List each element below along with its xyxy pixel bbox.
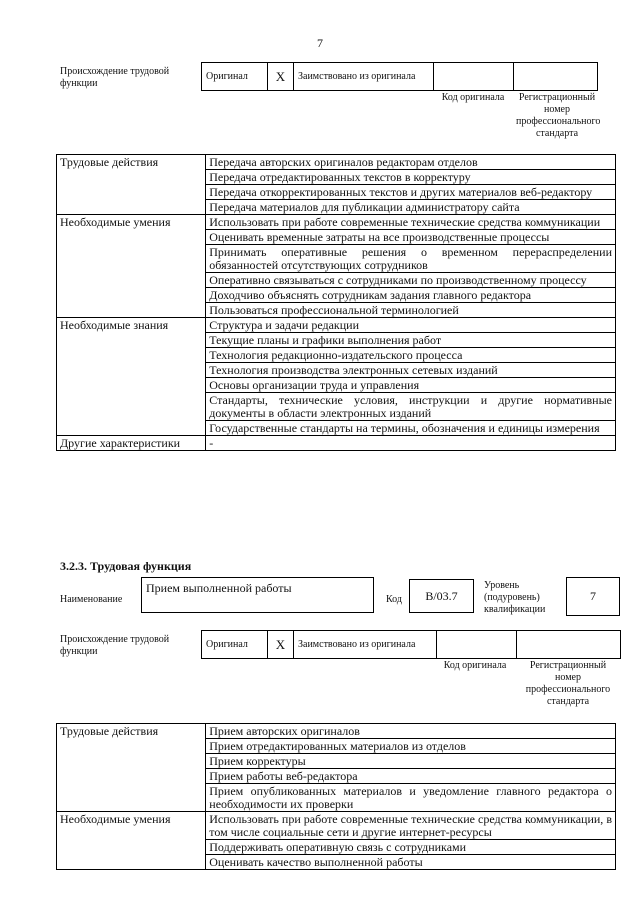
required-skill-item: Доходчиво объяснять сотрудникам задания главного редактора <box>206 288 616 303</box>
origin-code-cell-2 <box>437 631 517 658</box>
required-skill-item: Пользоваться профессиональной терминологией <box>206 303 616 318</box>
required-skill-item: Оперативно связываться с сотрудниками по производственному процессу <box>206 273 616 288</box>
labor-action-item: Передача откорректированных текстов и других материалов веб-редактору <box>206 185 616 200</box>
other-characteristics-value: - <box>206 436 616 451</box>
required-skill-2-item: Оценивать качество выполненной работы <box>206 855 616 870</box>
labor-action-2-item: Прием авторских оригиналов <box>206 724 616 739</box>
work-function-table-2 <box>56 723 616 870</box>
required-knowledge-item: Технология производства электронных сетевых изданий <box>206 363 616 378</box>
origin-mark: X <box>268 63 294 90</box>
required-knowledge-item: Технология редакционно-издательского процесса <box>206 348 616 363</box>
required-skill-item: Оценивать временные затраты на все производственные процессы <box>206 230 616 245</box>
name-label: Наименование <box>60 594 123 605</box>
required-skill-2-item: Использовать при работе современные технические средства коммуникации, в том числе социальные сети и другие интернет-ресурсы <box>206 812 616 840</box>
other-characteristics-head: Другие характеристики <box>57 436 206 451</box>
origin-label-2: Происхождение трудовой функции <box>60 634 170 657</box>
labor-action-2-item: Прием работы веб-редактора <box>206 769 616 784</box>
required-skill-2-head: Необходимые умения <box>57 812 206 870</box>
origin-original-cell: Оригинал <box>202 63 268 90</box>
labor-action-head: Трудовые действия <box>57 155 206 215</box>
required-knowledge-row <box>57 318 616 333</box>
required-skill-row <box>57 215 616 230</box>
labor-action-2-item: Прием отредактированных материалов из отделов <box>206 739 616 754</box>
origin-box-2 <box>201 630 621 659</box>
labor-action-item: Передача отредактированных текстов в корректуру <box>206 170 616 185</box>
required-skill-item: Использовать при работе современные технические средства коммуникации <box>206 215 616 230</box>
labor-action-item: Передача авторских оригиналов редакторам отделов <box>206 155 616 170</box>
required-skill-2-item: Поддерживать оперативную связь с сотрудниками <box>206 840 616 855</box>
required-skill-head: Необходимые умения <box>57 215 206 318</box>
origin-box <box>201 62 598 91</box>
labor-action-item: Передача материалов для публикации администратору сайта <box>206 200 616 215</box>
origin-reg-cell <box>514 63 597 90</box>
required-knowledge-item: Государственные стандарты на термины, обозначения и единицы измерения <box>206 421 616 436</box>
code-box: B/03.7 <box>409 579 474 613</box>
code-original-label: Код оригинала <box>441 92 505 103</box>
labor-action-2-row <box>57 724 616 739</box>
origin-original-cell-2: Оригинал <box>202 631 268 658</box>
reg-number-label-2: Регистрационный номер профессионального стандарта <box>525 660 611 707</box>
origin-borrowed-cell-2: Заимствовано из оригинала <box>294 631 437 658</box>
work-function-table-1 <box>56 154 616 451</box>
required-skill-2-row <box>57 812 616 840</box>
section-title: 3.2.3. Трудовая функция <box>60 559 192 573</box>
page-number: 7 <box>317 36 323 50</box>
code-label: Код <box>386 594 402 605</box>
origin-label: Происхождение трудовой функции <box>60 66 170 89</box>
labor-action-row <box>57 155 616 170</box>
other-characteristics-row <box>57 436 616 451</box>
required-knowledge-item: Стандарты, технические условия, инструкции и другие нормативные документы в области электронных изданий <box>206 393 616 421</box>
origin-mark-2: X <box>268 631 294 658</box>
function-name-box: Прием выполненной работы <box>141 577 374 613</box>
required-knowledge-item: Основы организации труда и управления <box>206 378 616 393</box>
required-knowledge-item: Текущие планы и графики выполнения работ <box>206 333 616 348</box>
labor-action-2-item: Прием корректуры <box>206 754 616 769</box>
level-box: 7 <box>566 577 620 616</box>
reg-number-label: Регистрационный номер профессионального стандарта <box>516 92 601 139</box>
required-knowledge-item: Структура и задачи редакции <box>206 318 616 333</box>
code-original-label-2: Код оригинала <box>443 660 507 671</box>
origin-code-cell <box>434 63 514 90</box>
required-skill-item: Принимать оперативные решения о временном перераспределении обязанностей отсутствующих сотрудников <box>206 245 616 273</box>
origin-borrowed-cell: Заимствовано из оригинала <box>294 63 434 90</box>
origin-reg-cell-2 <box>517 631 620 658</box>
labor-action-2-head: Трудовые действия <box>57 724 206 812</box>
labor-action-2-item: Прием опубликованных материалов и уведомление главного редактора о необходимости их проверки <box>206 784 616 812</box>
required-knowledge-head: Необходимые знания <box>57 318 206 436</box>
level-label: Уровень (подуровень) квалификации <box>484 580 546 615</box>
